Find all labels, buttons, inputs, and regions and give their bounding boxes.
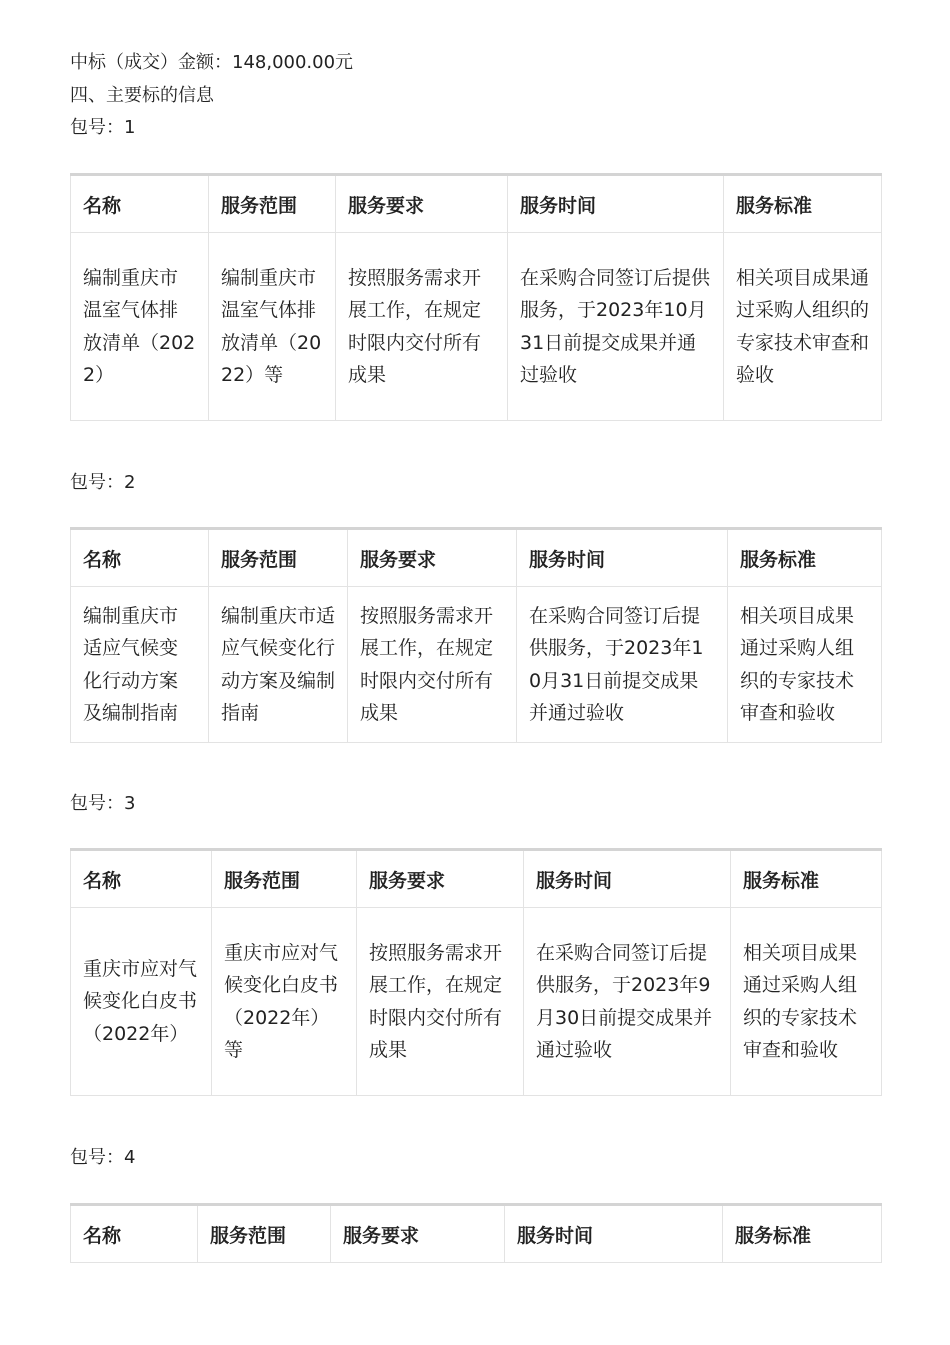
cell-scope: 重庆市应对气候变化白皮书（2022年）等 <box>212 908 357 1096</box>
column-header: 服务要求 <box>348 529 517 587</box>
package-label: 包号：1 <box>70 117 136 138</box>
cell-requirement: 按照服务需求开展工作，在规定时限内交付所有成果 <box>336 233 508 421</box>
column-header: 名称 <box>71 529 209 587</box>
column-header: 服务要求 <box>331 1205 505 1263</box>
cell-time: 在采购合同签订后提供服务，于2023年10月31日前提交成果并通过验收 <box>508 233 724 421</box>
table-row <box>71 908 882 1096</box>
column-header: 服务范围 <box>212 850 357 908</box>
cell-time: 在采购合同签订后提供服务，于2023年10月31日前提交成果并通过验收 <box>517 587 728 743</box>
column-header: 服务时间 <box>508 175 724 233</box>
package-table <box>70 173 882 421</box>
column-header: 服务标准 <box>723 1205 882 1263</box>
column-header: 服务范围 <box>209 529 348 587</box>
table-header-row <box>71 850 882 908</box>
table-header-row <box>71 175 882 233</box>
cell-requirement: 按照服务需求开展工作，在规定时限内交付所有成果 <box>357 908 524 1096</box>
package-table <box>70 527 882 743</box>
award-amount: 中标（成交）金额：148,000.00元 <box>70 52 354 73</box>
column-header: 服务时间 <box>505 1205 723 1263</box>
cell-name: 重庆市应对气候变化白皮书（2022年） <box>71 908 212 1096</box>
column-header: 名称 <box>71 175 209 233</box>
cell-standard: 相关项目成果通过采购人组织的专家技术审查和验收 <box>731 908 882 1096</box>
column-header: 服务标准 <box>731 850 882 908</box>
package-table <box>70 848 882 1096</box>
column-header: 名称 <box>71 850 212 908</box>
column-header: 服务要求 <box>357 850 524 908</box>
package-label: 包号：3 <box>70 793 136 814</box>
column-header: 服务要求 <box>336 175 508 233</box>
column-header: 名称 <box>71 1205 198 1263</box>
cell-requirement: 按照服务需求开展工作，在规定时限内交付所有成果 <box>348 587 517 743</box>
column-header: 服务时间 <box>524 850 731 908</box>
column-header: 服务时间 <box>517 529 728 587</box>
table-row <box>71 587 882 743</box>
package-table <box>70 1203 882 1263</box>
section-title: 四、主要标的信息 <box>70 85 214 106</box>
column-header: 服务范围 <box>209 175 336 233</box>
table-row <box>71 233 882 421</box>
cell-time: 在采购合同签订后提供服务，于2023年9月30日前提交成果并通过验收 <box>524 908 731 1096</box>
cell-standard: 相关项目成果通过采购人组织的专家技术审查和验收 <box>728 587 882 743</box>
cell-standard: 相关项目成果通过采购人组织的专家技术审查和验收 <box>724 233 882 421</box>
cell-name: 编制重庆市适应气候变化行动方案及编制指南 <box>71 587 209 743</box>
table-header-row <box>71 529 882 587</box>
cell-name: 编制重庆市温室气体排放清单（2022） <box>71 233 209 421</box>
cell-scope: 编制重庆市适应气候变化行动方案及编制指南 <box>209 587 348 743</box>
cell-scope: 编制重庆市温室气体排放清单（2022）等 <box>209 233 336 421</box>
column-header: 服务范围 <box>198 1205 331 1263</box>
table-header-row <box>71 1205 882 1263</box>
column-header: 服务标准 <box>724 175 882 233</box>
column-header: 服务标准 <box>728 529 882 587</box>
package-label: 包号：4 <box>70 1147 136 1168</box>
package-label: 包号：2 <box>70 472 136 493</box>
